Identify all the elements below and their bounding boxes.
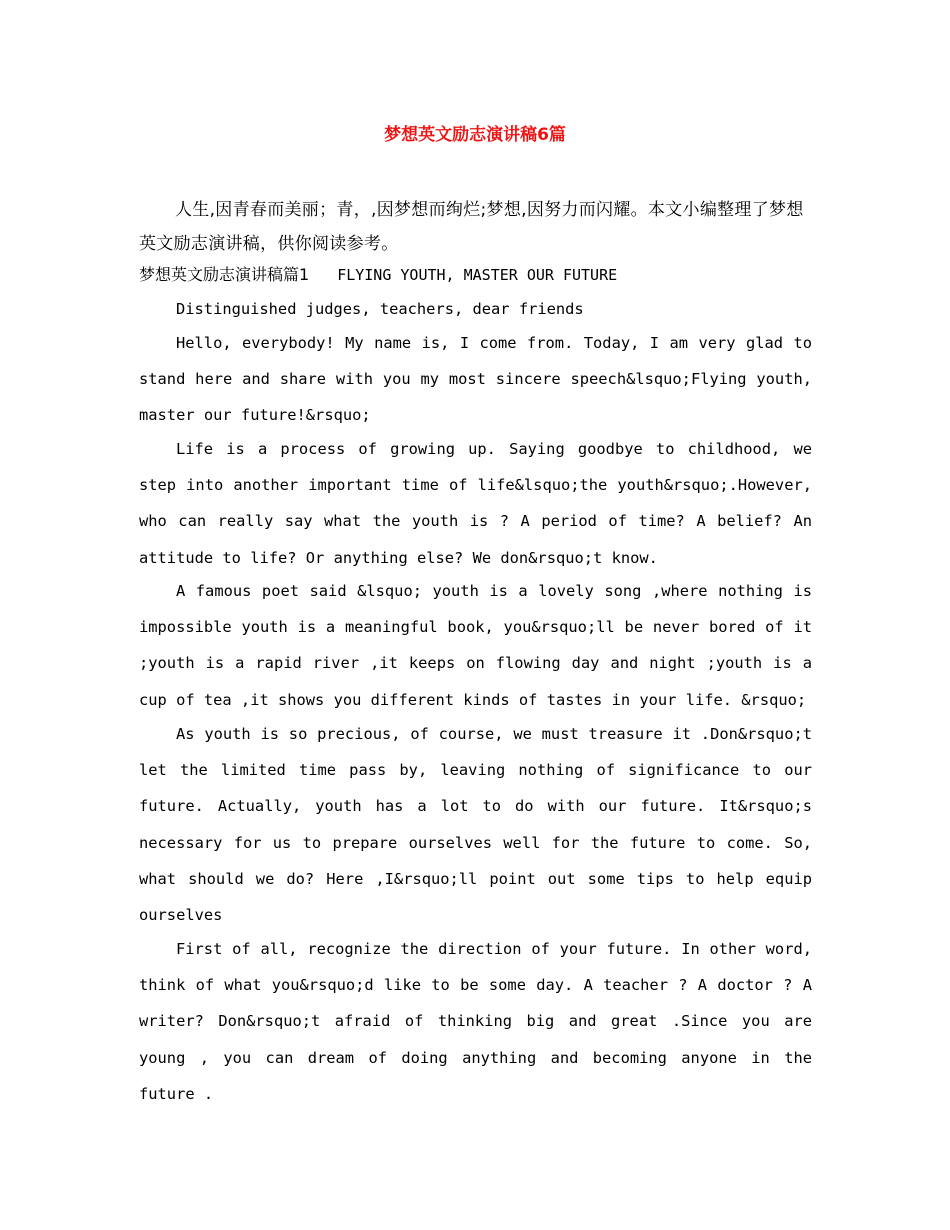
body-paragraph-3: A famous poet said &lsquo; youth is a lovely song ,where nothing is impossible youth is a meaningful book, you&rsquo;ll be never bored of it ;youth is a rapid river ,it keeps on flowing day and night ;youth is a cup of tea ,it shows you different kinds of tastes in your life. &rsquo; [139, 582, 812, 709]
section-heading: 梦想英文励志演讲稿篇1 [139, 265, 310, 284]
intro-paragraph [139, 193, 813, 261]
section-subtitle: FLYING YOUTH, MASTER OUR FUTURE [337, 266, 618, 284]
body-paragraph-1: Hello, everybody! My name is, I come from. Today, I am very glad to stand here and share with you my most sincere speech&lsquo;Flying youth, master our future!&rsquo; [139, 334, 812, 425]
body-paragraph-2: Life is a process of growing up. Saying goodbye to childhood, we step into another important time of life&lsquo;the youth&rsquo;.However, who can really say what the youth is ? A period of time? A belief? An attitude to life? Or anything else? We don&rsquo;t know. [139, 440, 812, 567]
body-paragraph-5: First of all, recognize the direction of your future. In other word, think of what you&rsquo;d like to be some day. A teacher ? A doctor ? A writer? Don&rsquo;t afraid of thinking big and great .Since you are young , you can dream of doing anything and becoming anyone in the future . [139, 940, 812, 1103]
document-title: 梦想英文励志演讲稿6篇 [384, 125, 566, 145]
body-paragraph-4: As youth is so precious, of course, we must treasure it .Don&rsquo;t let the limited time pass by, leaving nothing of significance to our future. Actually, youth has a lot to do with our future. It&rsquo;s necessary for us to prepare ourselves well for the future to come. So, what should we do? Here ,I&rsquo;ll point out some tips to help equip ourselves [139, 725, 812, 925]
greeting-paragraph: Distinguished judges, teachers, dear friends [176, 300, 584, 318]
section-heading-line [139, 262, 813, 288]
intro-text: 人生,因青春而美丽；青，,因梦想而绚烂;梦想,因努力而闪耀。本文小编整理了梦想英文励志演讲稿，供你阅读参考。 [139, 200, 804, 254]
